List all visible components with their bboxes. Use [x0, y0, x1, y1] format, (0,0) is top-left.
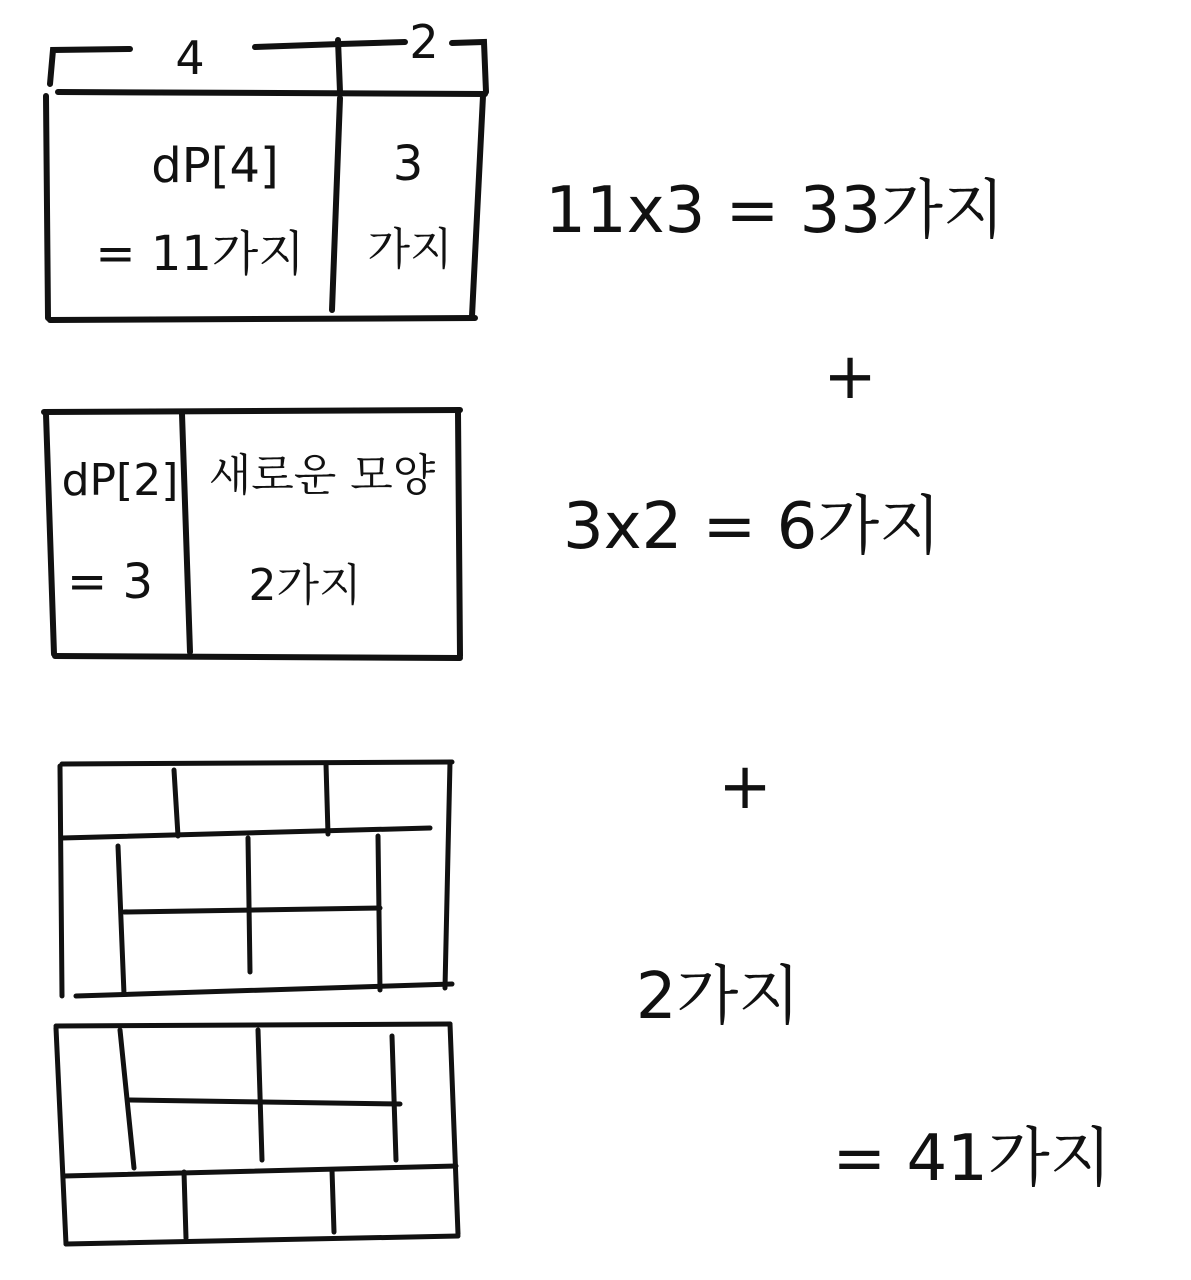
pattern1-top-edge — [62, 762, 452, 764]
box2-divider — [182, 414, 190, 652]
box-dp4 — [46, 92, 485, 320]
box1-bottom-edge — [50, 318, 475, 320]
box2-right-edge — [458, 412, 460, 656]
pattern2-left-edge — [56, 1028, 66, 1244]
pattern2-right-edge — [450, 1024, 458, 1234]
box2-top-edge — [44, 410, 460, 412]
tiling-pattern-1 — [60, 762, 452, 996]
pattern1-vertical-2 — [248, 838, 250, 972]
pattern2-middle-line — [130, 1100, 400, 1104]
box1-left-edge — [46, 96, 48, 318]
dimension-bracket — [50, 15, 486, 92]
equation-2: 3x2 = 6가지 — [563, 490, 941, 564]
pattern1-top-split-2 — [326, 764, 328, 834]
plus-sign-1: + — [823, 340, 877, 414]
plus-sign-2: + — [718, 750, 772, 824]
pattern2-row-divider — [64, 1166, 456, 1176]
box2-right-line1: 새로운 모양 — [208, 450, 436, 501]
dimension-right-label: 2 — [409, 15, 439, 69]
box2-left-line2: = 3 — [66, 554, 154, 610]
pattern1-left-edge — [60, 766, 62, 996]
box2-bottom-edge — [55, 656, 460, 658]
box1-left-line2: = 11가지 — [95, 226, 305, 282]
box1-right-line2: 가지 — [367, 224, 453, 275]
box1-right-edge — [472, 96, 483, 316]
equation-3: 2가지 — [635, 960, 801, 1034]
dimension-left-label: 4 — [175, 31, 205, 85]
pattern2-vertical-2 — [258, 1030, 262, 1160]
bracket-divider-tick — [338, 40, 340, 92]
equations — [545, 174, 1111, 1196]
box1-left-line1: dP[4] — [151, 138, 279, 194]
pattern1-vertical-1 — [118, 846, 124, 994]
pattern1-right-edge — [445, 762, 450, 988]
bracket-right-arm — [452, 42, 486, 92]
bracket-left-arm — [50, 49, 130, 84]
box2-right-line2: 2가지 — [248, 560, 362, 611]
box1-divider — [332, 98, 340, 310]
pattern1-top-split-1 — [174, 770, 178, 836]
bracket-middle-arm — [255, 42, 405, 47]
pattern2-vertical-3 — [392, 1036, 396, 1160]
tiling-pattern-2 — [56, 1024, 458, 1244]
equation-result: = 41가지 — [832, 1122, 1112, 1196]
pattern2-bottom-split-1 — [184, 1172, 186, 1238]
pattern2-bottom-split-2 — [332, 1170, 334, 1232]
pattern2-bottom-edge — [66, 1236, 458, 1244]
box1-top-edge — [58, 92, 485, 94]
pattern2-top-edge — [56, 1024, 450, 1026]
equation-1: 11x3 = 33가지 — [545, 174, 1005, 248]
box2-left-line1: dP[2] — [61, 455, 179, 506]
box2-left-edge — [46, 414, 54, 654]
pattern1-vertical-3 — [378, 836, 380, 990]
box1-right-line1: 3 — [392, 136, 424, 192]
pattern1-bottom-edge — [76, 984, 452, 996]
pattern1-middle-line — [124, 908, 380, 912]
box-dp2 — [44, 410, 460, 658]
